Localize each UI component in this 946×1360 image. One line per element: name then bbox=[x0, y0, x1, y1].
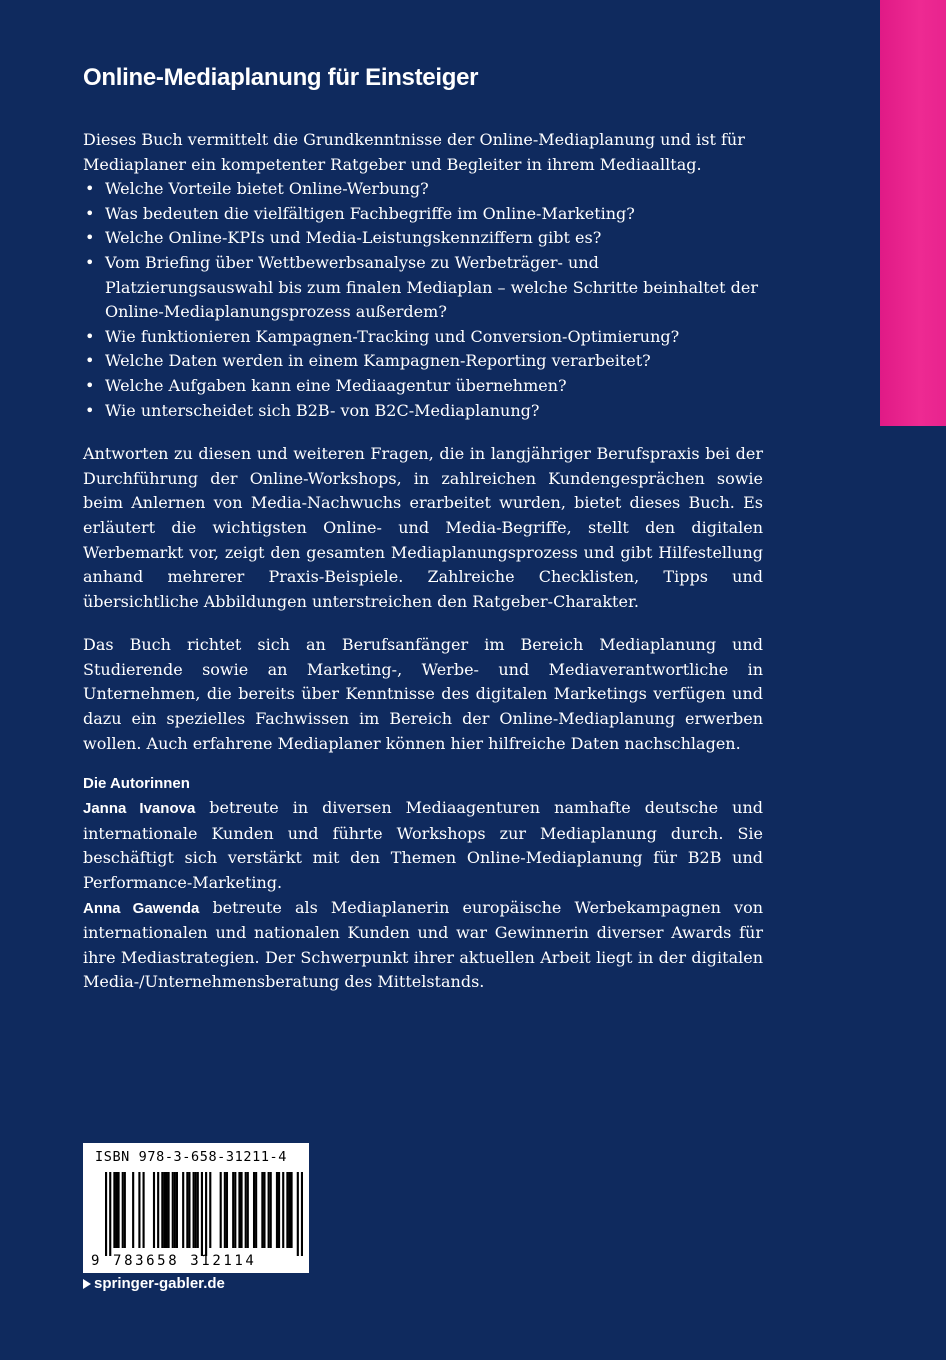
barcode-bar bbox=[122, 1172, 124, 1248]
author-name: Janna Ivanova bbox=[83, 800, 196, 818]
barcode-bar bbox=[172, 1172, 174, 1248]
barcode-bar bbox=[290, 1172, 292, 1248]
intro-paragraph: Dieses Buch vermittelt die Grundkenntnisse der Online-Mediaplanung und ist für Mediaplaner ein kompetenter Ratgeber und Begleiter in ihrem Mediaalltag. bbox=[83, 130, 745, 174]
barcode-bar bbox=[240, 1172, 242, 1248]
barcode-bar bbox=[176, 1172, 178, 1248]
barcode-bar bbox=[195, 1172, 197, 1248]
barcode-bar bbox=[109, 1172, 111, 1256]
blurb-content bbox=[83, 62, 763, 995]
accent-band bbox=[880, 0, 946, 426]
barcode-bar bbox=[220, 1172, 222, 1248]
question-item: • Wie unterscheidet sich B2B- von B2C-Mediaplanung? bbox=[83, 399, 763, 424]
barcode-bar bbox=[168, 1172, 170, 1248]
barcode-bar bbox=[143, 1172, 145, 1248]
answers-paragraph: Antworten zu diesen und weiteren Fragen, die in langjähriger Berufspraxis bei der Durchführung der Online-Workshops, in zahlreichen Kundengesprächen sowie beim Anlernen von Media-Nachwuchs erarbeitet wurden, bietet dieses Buch. Es erläutert die wichtigsten Online- und Media-Begriffe, stellt den digitalen Werbemarkt vor, zeigt den gesamten Mediaplanungsprozess und gibt Hilfestellung anhand mehrerer Praxis-Beispiele. Zahlreiche Checklisten, Tipps und übersichtliche Abbildungen unterstreichen den Ratgeber-Charakter. bbox=[83, 444, 763, 611]
isbn-label: ISBN 978-3-658-31211-4 bbox=[95, 1149, 288, 1165]
barcode-bar bbox=[238, 1172, 240, 1248]
barcode-bar bbox=[186, 1172, 188, 1248]
authors-heading: Die Autorinnen bbox=[83, 775, 190, 793]
barcode-bar bbox=[205, 1172, 207, 1256]
author-name: Anna Gawenda bbox=[83, 899, 200, 917]
barcode-bar bbox=[255, 1172, 257, 1248]
barcode-bar bbox=[253, 1172, 255, 1248]
question-item: • Welche Daten werden in einem Kampagnen-Reporting verarbeitet? bbox=[83, 349, 763, 374]
barcode-bar bbox=[138, 1172, 140, 1248]
barcode-bar bbox=[165, 1172, 167, 1248]
barcode-bar bbox=[193, 1172, 195, 1248]
barcode-bar bbox=[182, 1172, 184, 1248]
barcode-bar bbox=[124, 1172, 126, 1248]
barcode-bar bbox=[174, 1172, 176, 1248]
barcode-bar bbox=[278, 1172, 280, 1248]
isbn-barcode bbox=[83, 1143, 309, 1273]
barcode-bar bbox=[132, 1172, 134, 1248]
barcode-bar bbox=[113, 1172, 115, 1248]
barcode-bar bbox=[188, 1172, 190, 1248]
author-bio bbox=[83, 796, 763, 895]
barcode-bar bbox=[118, 1172, 120, 1248]
question-item: • Welche Vorteile bietet Online-Werbung? bbox=[83, 177, 763, 202]
barcode-bar bbox=[197, 1172, 199, 1248]
question-list bbox=[83, 177, 763, 423]
barcode-bar bbox=[201, 1172, 203, 1256]
barcode-bar bbox=[288, 1172, 290, 1248]
question-item: • Wie funktionieren Kampagnen-Tracking und Conversion-Optimierung? bbox=[83, 325, 763, 350]
barcode-bar bbox=[297, 1172, 299, 1256]
barcode-bar bbox=[153, 1172, 155, 1248]
barcode-bar bbox=[161, 1172, 163, 1248]
question-item: • Vom Briefing über Wettbewerbsanalyse zu Werbeträger- und Platzierungsauswahl bis zum finalen Mediaplan – welche Schritte beinhaltet der Online-Mediaplanungsprozess außerdem? bbox=[83, 251, 763, 325]
barcode-bar bbox=[263, 1172, 265, 1248]
barcode-bar bbox=[232, 1172, 234, 1248]
publisher-link[interactable] bbox=[83, 1274, 225, 1294]
barcode-bar bbox=[270, 1172, 272, 1248]
book-title: Online-Mediaplanung für Einsteiger bbox=[83, 64, 479, 91]
barcode-bar bbox=[163, 1172, 165, 1248]
ean-digits: 9 783658 312114 bbox=[91, 1253, 257, 1269]
audience-paragraph: Das Buch richtet sich an Berufsanfänger im Bereich Mediaplanung und Studierende sowie an Marketing-, Werbe- und Mediaverantwortliche in Unternehmen, die bereits über Kenntnisse des digitalen Marketings verfügen und dazu ein spezielles Fachwissen im Bereich der Online-Mediaplanung erwerben wollen. Auch erfahrene Mediaplaner können hier hilfreiche Daten nachschlagen. bbox=[83, 635, 763, 753]
barcode-bar bbox=[234, 1172, 236, 1248]
question-item: • Was bedeuten die vielfältigen Fachbegriffe im Online-Marketing? bbox=[83, 202, 763, 227]
barcode-bar bbox=[245, 1172, 247, 1248]
question-item: • Welche Online-KPIs und Media-Leistungskennziffern gibt es? bbox=[83, 226, 763, 251]
barcode-bar bbox=[286, 1172, 288, 1248]
author-bio-text: betreute als Mediaplanerin europäische Werbekampagnen von internationalen und nationalen Kunden und war Gewinnerin diverser Awards für ihre Mediastrategien. Der Schwerpunkt ihrer aktuellen Arbeit liegt in der digitalen Media-/Unternehmensberatung des Mittelstands. bbox=[83, 897, 764, 992]
barcode-bars bbox=[105, 1172, 303, 1256]
barcode-bar bbox=[276, 1172, 278, 1248]
barcode-bar bbox=[268, 1172, 270, 1248]
barcode-bar bbox=[115, 1172, 117, 1248]
barcode-bar bbox=[226, 1172, 228, 1248]
barcode-bar bbox=[247, 1172, 249, 1248]
publisher-url: springer-gabler.de bbox=[94, 1275, 225, 1292]
barcode-bar bbox=[209, 1172, 211, 1248]
question-item: • Welche Aufgaben kann eine Mediaagentur übernehmen? bbox=[83, 374, 763, 399]
barcode-bar bbox=[301, 1172, 303, 1256]
barcode-bar bbox=[157, 1172, 159, 1248]
author-bio-text: betreute in diversen Mediaagenturen namhafte deutsche und internationale Kunden und führte Workshops zur Mediaplanung durch. Sie beschäftigt sich verstärkt mit den Themen Online-Mediaplanung für B2B und Performance-Marketing. bbox=[83, 798, 763, 893]
barcode-bar bbox=[105, 1172, 107, 1256]
barcode-bar bbox=[224, 1172, 226, 1248]
arrow-right-icon bbox=[83, 1279, 91, 1289]
barcode-bar bbox=[261, 1172, 263, 1248]
author-bio bbox=[83, 896, 763, 995]
barcode-bar bbox=[282, 1172, 284, 1248]
